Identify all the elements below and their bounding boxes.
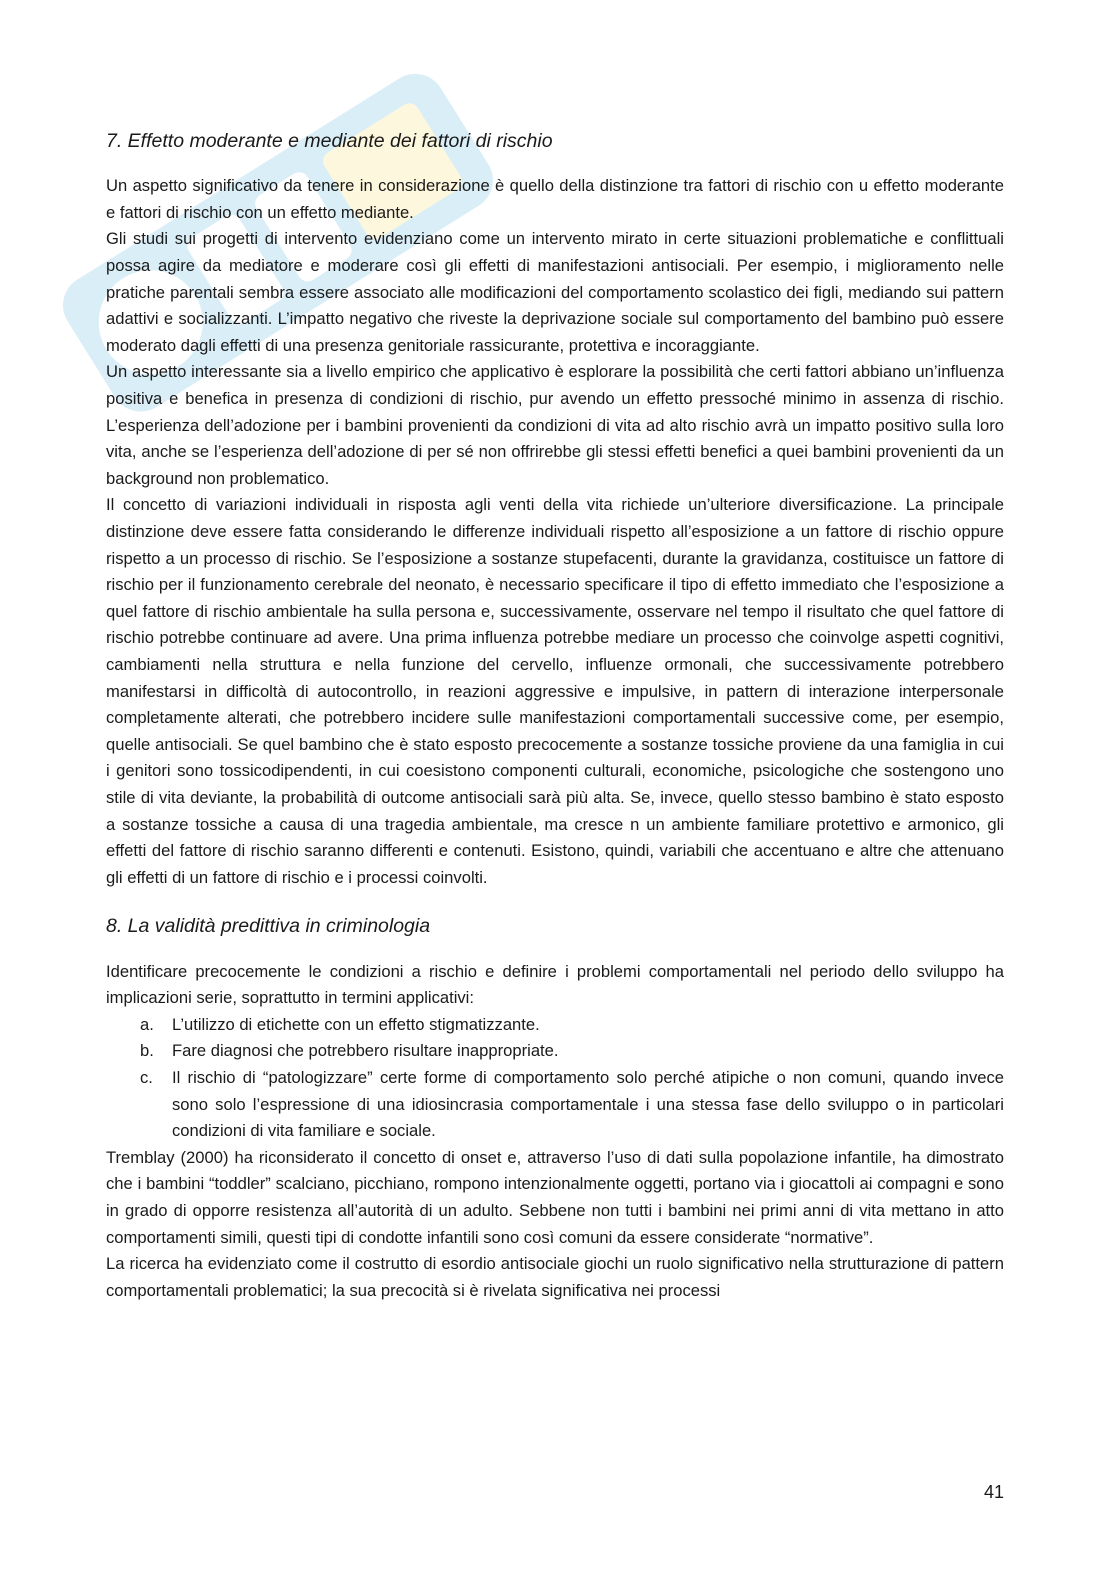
section-7-paragraph: Il concetto di variazioni individuali in risposta agli venti della vita richiede un’ulteriore diversificazione. La principale distinzione deve essere fatta considerando le differenze individuali rispetto all’esposizione a un fattore di rischio oppure rispetto a un processo di rischio. Se l’esposizione a sostanze stupefacenti, durante la gravidanza, costituisce un fattore di rischio per il funzionamento cerebrale del neonato, è necessario specificare il tipo di effetto immediato che l’esposizione a quel fattore di rischio ambientale ha sulla persona e, successivamente, osservare nel tempo il risultato che quel fattore di rischio potrebbe continuare ad avere. Una prima influenza potrebbe mediare un processo che coinvolge aspetti cognitivi, cambiamenti nella struttura e nella funzione del cervello, influenze ormonali, che successivamente potrebbero manifestarsi in difficoltà di autocontrollo, in reazioni aggressive e impulsive, in pattern di interazione interpersonale completamente alterati, che potrebbero incidere sulle manifestazioni comportamentali successive come, per esempio, quelle antisociali. Se quel bambino che è stato esposto precocemente a sostanze tossiche proviene da una famiglia in cui i genitori sono tossicodipendenti, in cui coesistono componenti culturali, economiche, psicologiche che sostengono uno stile di vita deviante, la probabilità di outcome antisociali sarà più alta. Se, invece, quello stesso bambino è stato esposto a sostanze tossiche a causa di una tragedia ambientale, ma cresce n un ambiente familiare protettivo e armonico, gli effetti del fattore di rischio saranno differenti e contenuti. Esistono, quindi, variabili che accentuano e altre che attenuano gli effetti di un fattore di rischio e i processi coinvolti.	[106, 495, 1004, 887]
section-7-heading: 7. Effetto moderante e mediante dei fattori di rischio	[106, 130, 553, 152]
list-marker: a.	[140, 1014, 154, 1034]
section-8-heading: 8. La validità predittiva in criminologia	[106, 915, 431, 938]
section-7-paragraph: Gli studi sui progetti di intervento evidenziano come un intervento mirato in certe situazioni problematiche e conflittuali possa agire da mediatore e moderare così gli effetti di manifestazioni antisociali. Per esempio, i miglioramento nelle pratiche parentali sembra essere associato alle modificazioni del comportamento scolastico dei figli, mediando sui pattern adattivi e socializzanti. L’impatto negativo che riveste la deprivazione sociale sul comportamento del bambino può essere moderato dagli effetti di una presenza genitoriale rassicurante, protettiva e incoraggiante.	[106, 229, 1004, 355]
implications-list	[106, 1012, 1004, 1145]
list-marker: c.	[140, 1068, 153, 1087]
list-item-text: Fare diagnosi che potrebbero risultare inappropriate.	[172, 1041, 559, 1061]
section-7-paragraph: Un aspetto interessante sia a livello empirico che applicativo è esplorare la possibilità che certi fattori abbiano un’influenza positiva e benefica in presenza di condizioni di rischio, pur avendo un effetto pressoché minimo in assenza di rischio. L’esperienza dell’adozione per i bambini provenienti da condizioni di vita ad alto rischio avrà un impatto positivo sulla loro vita, anche se l’esperienza dell’adozione di per sé non offrirebbe gli stessi effetti benefici a quei bambini provenienti da un background non problematico.	[106, 362, 1004, 488]
list-item	[140, 1012, 1004, 1039]
list-item-text: L’utilizzo di etichette con un effetto stigmatizzante.	[172, 1014, 540, 1034]
list-item	[140, 1065, 1004, 1145]
page-content	[106, 128, 1004, 1304]
list-marker: b.	[140, 1041, 154, 1061]
list-item-text: Il rischio di “patologizzare” certe forme di comportamento solo perché atipiche o non comuni, quando invece sono solo l’espressione di una idiosincrasia comportamentale i una stessa fase dello sviluppo o in particolari condizioni di vita familiare e sociale.	[172, 1068, 1004, 1141]
section-7-paragraph: Un aspetto significativo da tenere in considerazione è quello della distinzione tra fattori di rischio con u effetto moderante e fattori di rischio con un effetto mediante.	[106, 176, 1004, 222]
section-8-intro: Identificare precocemente le condizioni a rischio e definire i problemi comportamentali nel periodo dello sviluppo ha implicazioni serie, soprattutto in termini applicativi:	[106, 961, 1004, 1008]
section-8-paragraph: Tremblay (2000) ha riconsiderato il concetto di onset e, attraverso l’uso di dati sulla popolazione infantile, ha dimostrato che i bambini “toddler” scalciano, picchiano, rompono intenzionalmente oggetti, portano via i giocattoli ai compagni e sono in grado di opporre resistenza all’autorità di un adulto. Sebbene non tutti i bambini nei primi anni di vita mettano in atto comportamenti simili, questi tipi di condotte infantili sono così comuni da essere considerate “normative”.	[106, 1147, 1004, 1247]
page-number: 41	[983, 1482, 1004, 1502]
list-item	[140, 1038, 1004, 1065]
section-8-paragraph: La ricerca ha evidenziato come il costrutto di esordio antisociale giochi un ruolo significativo nella strutturazione di pattern comportamentali problematici; la sua precocità si è rivelata significativa nei processi	[106, 1254, 1004, 1300]
